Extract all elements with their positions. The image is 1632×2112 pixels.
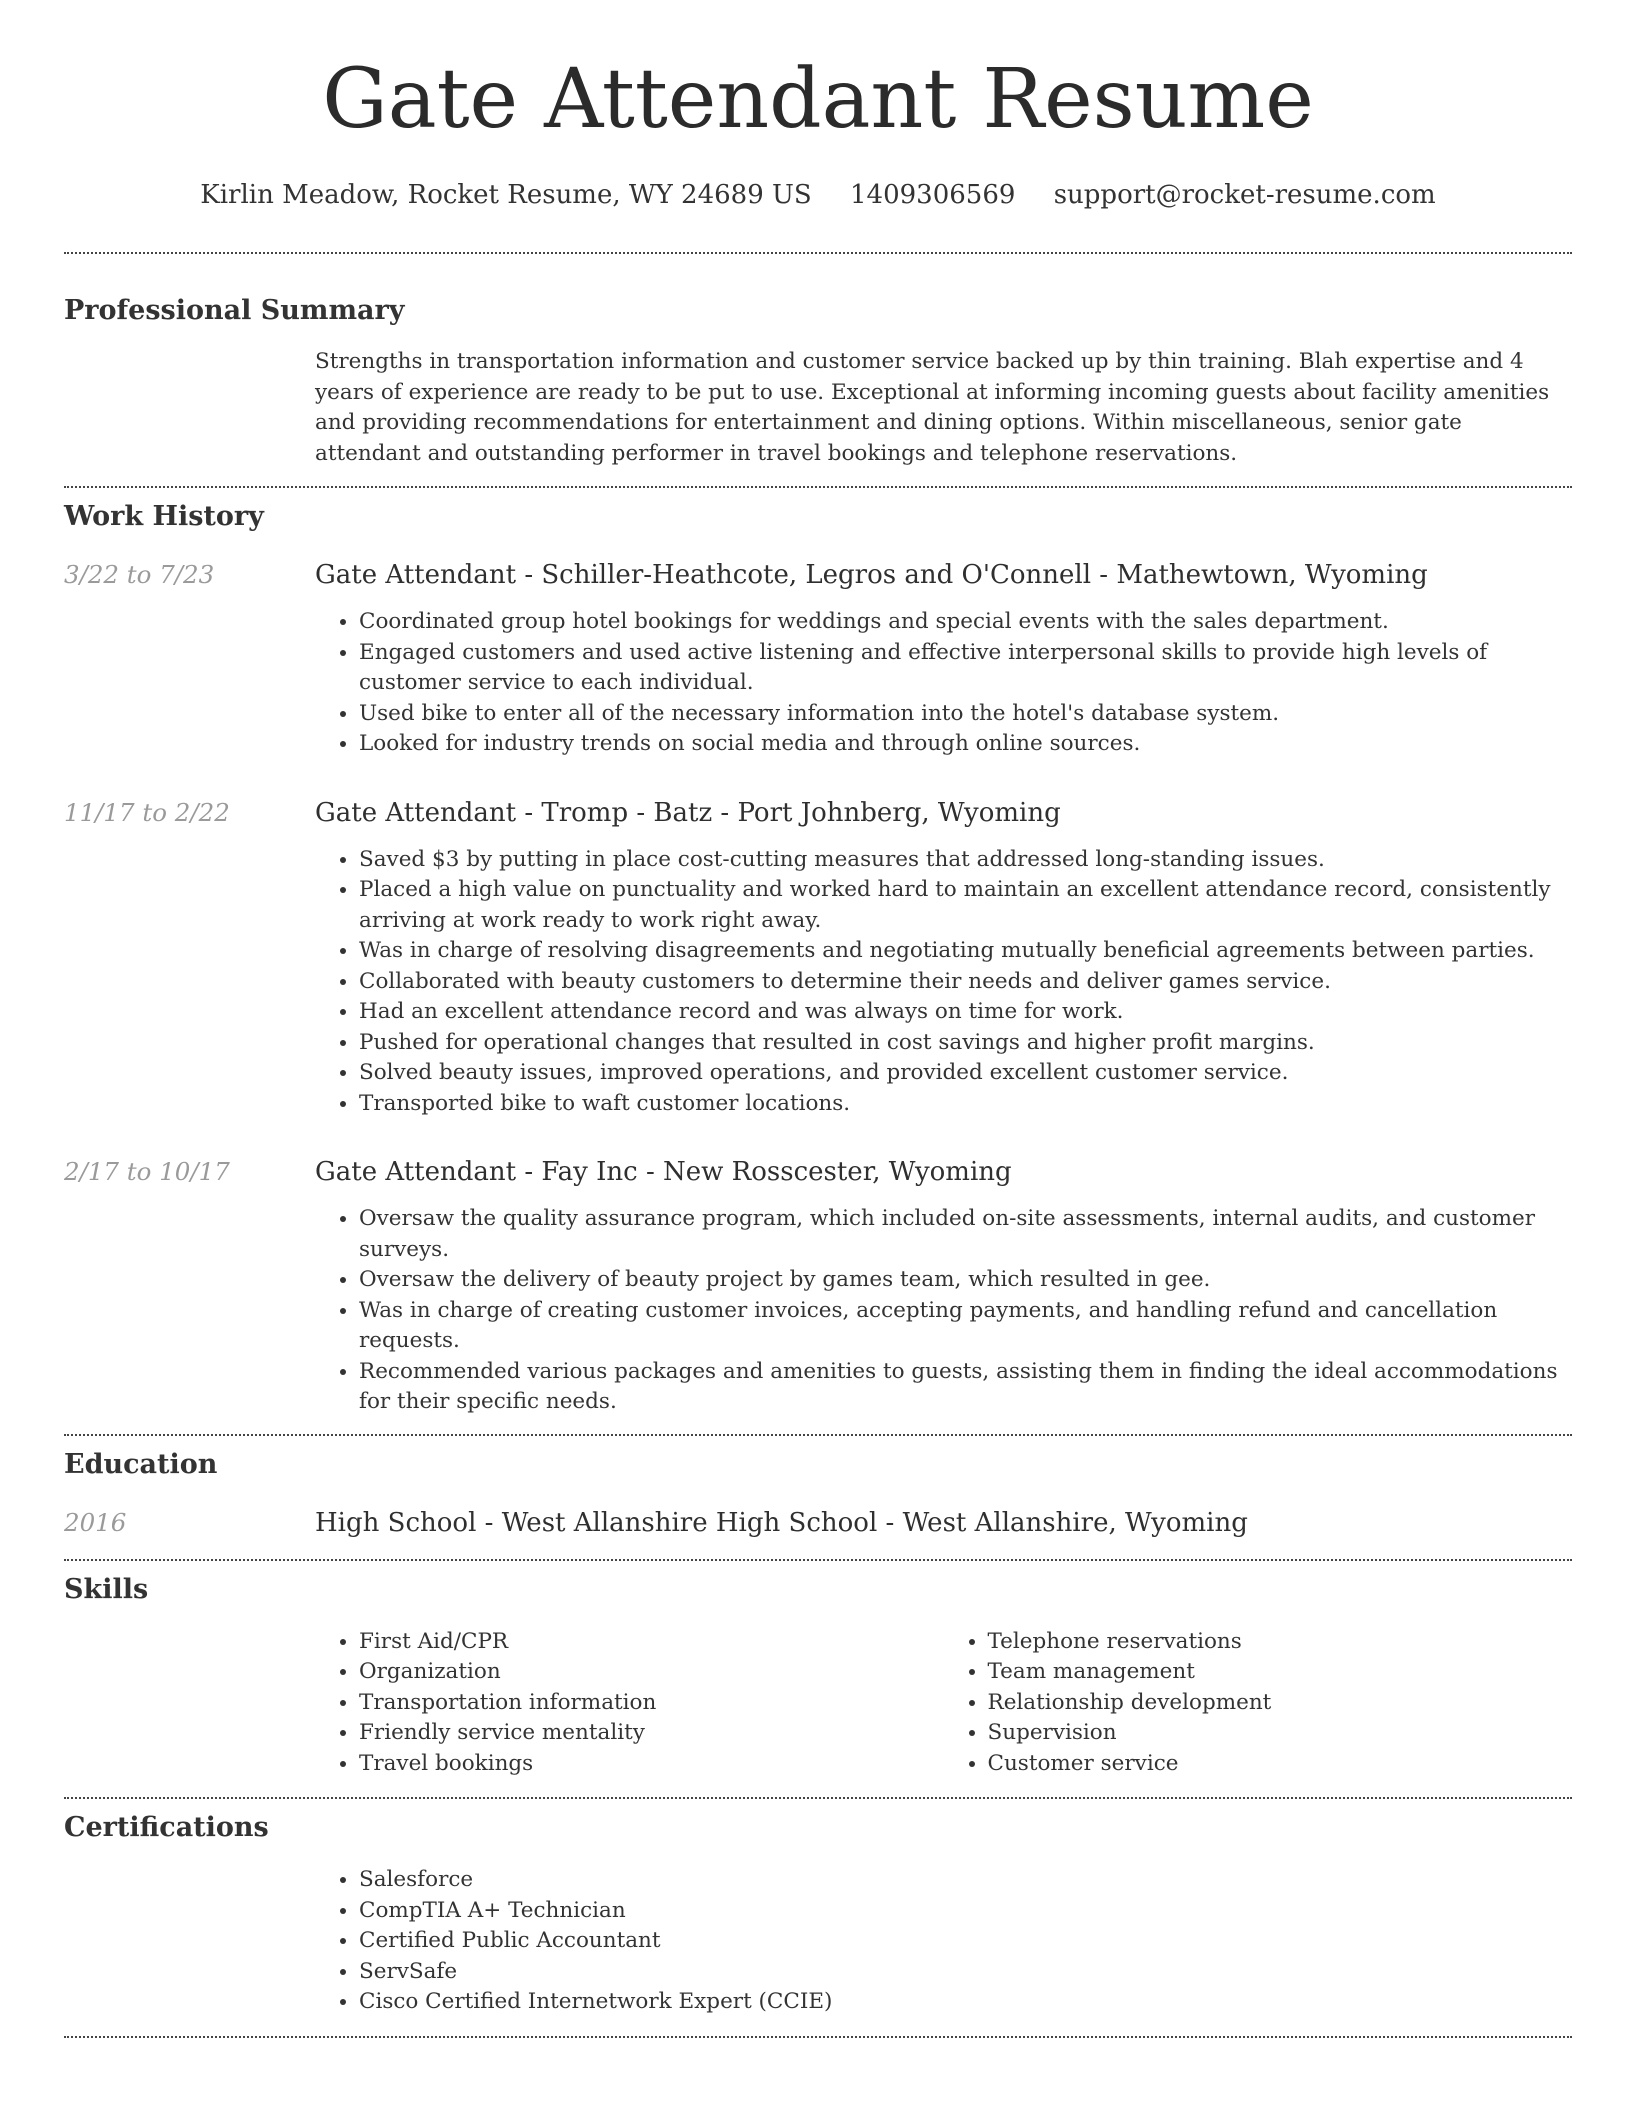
divider	[64, 1797, 1572, 1799]
job-entry	[64, 558, 1572, 760]
education-year: 2016	[64, 1507, 127, 1537]
skill-item: • Team management	[988, 1657, 1573, 1688]
contact-address: Kirlin Meadow, Rocket Resume, WY 24689 US	[200, 180, 812, 210]
list-item: • Used bike to enter all of the necessary information into the hotel's database system.	[359, 699, 1572, 730]
divider	[64, 1434, 1572, 1436]
job-dates: 2/17 to 10/17	[64, 1157, 230, 1186]
job-dates: 3/22 to 7/23	[64, 560, 215, 589]
skill-item: • Organization	[359, 1657, 944, 1688]
job-entry	[64, 796, 1572, 1120]
resume-page	[64, 0, 1572, 2038]
list-item: • Engaged customers and used active listening and effective interpersonal skills to provide high levels of customer service to each individual.	[359, 638, 1572, 699]
list-item: • Collaborated with beauty customers to determine their needs and deliver games service.	[359, 967, 1572, 998]
certification-item: • CompTIA A+ Technician	[359, 1896, 1572, 1927]
list-item: • Saved $3 by putting in place cost-cutting measures that addressed long-standing issues.	[359, 845, 1572, 876]
list-item: • Looked for industry trends on social media and through online sources.	[359, 729, 1572, 760]
education-section	[64, 1448, 1572, 1540]
job-details	[315, 607, 1572, 760]
job-details	[315, 845, 1572, 1120]
divider	[64, 252, 1572, 254]
list-item: • Had an excellent attendance record and was always on time for work.	[359, 997, 1572, 1028]
skill-item: • Telephone reservations	[988, 1627, 1573, 1658]
certification-item: • Certified Public Accountant	[359, 1926, 1572, 1957]
certifications-heading: Certifications	[64, 1812, 269, 1843]
education-title: High School - West Allanshire High School - West Allanshire, Wyoming	[315, 1507, 1248, 1538]
skill-item: • Transportation information	[359, 1688, 944, 1719]
skill-item: • Customer service	[988, 1749, 1573, 1780]
job-bullets	[315, 1204, 1572, 1418]
summary-text: Strengths in transportation information and customer service backed up by thin training. Blah expertise and 4 years of experience are ready to be put to use. Exceptional at informing incoming guests about facility amenities and providing recommendations for entertainment and dining options. Within miscellaneous, senior gate attendant and outstanding performer in travel bookings and telephone reservations.	[315, 349, 1550, 466]
work-history-heading: Work History	[64, 501, 264, 532]
skill-item: • Travel bookings	[359, 1749, 944, 1780]
skills-section	[64, 1573, 1572, 1780]
education-heading: Education	[64, 1448, 218, 1480]
certifications-body	[315, 1865, 1572, 2018]
skill-item: • First Aid/CPR	[359, 1627, 944, 1658]
contact-line	[64, 178, 1572, 212]
skill-item: • Relationship development	[988, 1688, 1573, 1719]
certification-item: • Salesforce	[359, 1865, 1572, 1896]
work-history-section	[64, 500, 1572, 1418]
job-bullets	[315, 607, 1572, 760]
list-item: • Pushed for operational changes that resulted in cost savings and higher profit margins.	[359, 1028, 1572, 1059]
list-item: • Recommended various packages and amenities to guests, assisting them in finding the ideal accommodations for their specific needs.	[359, 1357, 1572, 1418]
contact-phone: 1409306569	[850, 180, 1016, 210]
list-item: • Placed a high value on punctuality and worked hard to maintain an excellent attendance record, consistently arriving at work ready to work right away.	[359, 875, 1572, 936]
job-bullets	[315, 845, 1572, 1120]
list-item: • Solved beauty issues, improved operations, and provided excellent customer service.	[359, 1058, 1572, 1089]
certifications-list	[315, 1865, 1572, 2018]
resume-title: Gate Attendant Resume	[322, 52, 1314, 147]
job-title: Gate Attendant - Tromp - Batz - Port Johnberg, Wyoming	[315, 797, 1061, 828]
skill-item: • Friendly service mentality	[359, 1718, 944, 1749]
skills-list-left	[315, 1627, 944, 1780]
skills-grid	[315, 1627, 1572, 1780]
list-item: • Coordinated group hotel bookings for weddings and special events with the sales department.	[359, 607, 1572, 638]
skills-heading: Skills	[64, 1573, 149, 1605]
summary-heading: Professional Summary	[64, 295, 405, 326]
skill-item: • Supervision	[988, 1718, 1573, 1749]
summary-body	[315, 347, 1572, 469]
contact-email: support@rocket-resume.com	[1053, 180, 1436, 210]
list-item: • Transported bike to waft customer locations.	[359, 1089, 1572, 1120]
divider	[64, 1559, 1572, 1561]
job-title: Gate Attendant - Fay Inc - New Rosscester, Wyoming	[315, 1157, 1012, 1187]
divider	[64, 2036, 1572, 2038]
job-entry	[64, 1155, 1572, 1418]
job-title: Gate Attendant - Schiller-Heathcote, Legros and O'Connell - Mathewtown, Wyoming	[315, 560, 1428, 590]
certification-item: • Cisco Certified Internetwork Expert (CCIE)	[359, 1987, 1572, 2018]
certifications-section	[64, 1811, 1572, 2018]
list-item: • Oversaw the delivery of beauty project by games team, which resulted in gee.	[359, 1265, 1572, 1296]
divider	[64, 486, 1572, 488]
education-entry	[64, 1506, 1572, 1540]
summary-section	[64, 294, 1572, 469]
certification-item: • ServSafe	[359, 1957, 1572, 1988]
list-item: • Oversaw the quality assurance program, which included on-site assessments, internal audits, and customer surveys.	[359, 1204, 1572, 1265]
job-dates: 11/17 to 2/22	[64, 797, 230, 827]
job-details	[315, 1204, 1572, 1418]
list-item: • Was in charge of creating customer invoices, accepting payments, and handling refund and cancellation requests.	[359, 1296, 1572, 1357]
skills-list-right	[944, 1627, 1573, 1780]
list-item: • Was in charge of resolving disagreements and negotiating mutually beneficial agreements between parties.	[359, 936, 1572, 967]
